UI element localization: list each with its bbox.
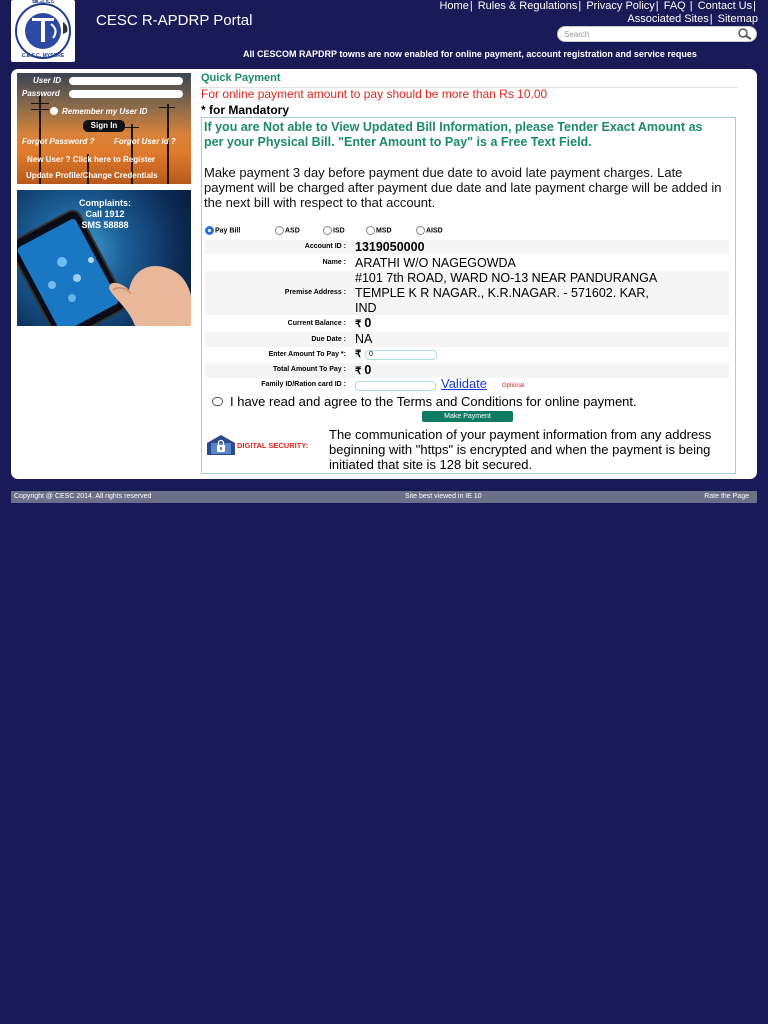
digital-security-row	[205, 424, 730, 470]
digital-security-label: DIGITAL SECURITY:	[237, 441, 309, 450]
update-profile-link[interactable]: Update Profile/Change Credentials	[26, 171, 158, 180]
user-id-label: User ID	[33, 76, 62, 85]
due-date-value: NA	[355, 332, 373, 346]
top-nav-row-1	[439, 0, 758, 12]
premise-address-label: Premise Address :	[284, 289, 346, 296]
announcement-marquee: All CESCOM RAPDRP towns are now enabled for online payment, account registration and service reques	[243, 49, 697, 59]
complaints-title: Complaints:	[78, 198, 131, 208]
nav-link-associated-sites[interactable]: Associated Sites	[627, 13, 709, 25]
user-id-input[interactable]	[69, 77, 183, 85]
top-navigation	[439, 0, 758, 25]
logo-text-bottom: C.E.S.C. MYSORE	[21, 53, 65, 59]
minimum-amount-note: For online payment amount to pay should be more than Rs 10.00	[201, 87, 548, 101]
bill-info-warning: If you are Not able to View Updated Bill Information, please Tender Exact Amount as per your Physical Bill. "Enter Amount to Pay" is a Free Text Field.	[204, 120, 703, 149]
enter-amount-label: Enter Amount To Pay *:	[268, 351, 346, 358]
radio-label: ASD	[285, 227, 300, 235]
search-input[interactable]	[564, 27, 724, 41]
radio-icon	[416, 226, 425, 235]
site-title: CESC R-APDRP Portal	[96, 12, 253, 29]
register-link[interactable]: New User ? Click here to Register	[27, 155, 156, 164]
nav-link-sitemap[interactable]: Sitemap	[717, 13, 758, 25]
terms-checkbox[interactable]	[212, 397, 223, 406]
optional-note: Optional	[502, 383, 525, 389]
family-id-input[interactable]	[355, 381, 436, 391]
radio-icon	[366, 226, 375, 235]
premise-address-value	[355, 271, 657, 316]
current-balance-label: Current Balance :	[287, 320, 346, 327]
radio-label: MSD	[376, 227, 392, 235]
payment-form	[201, 117, 736, 474]
password-input[interactable]	[69, 90, 183, 98]
mandatory-note: * for Mandatory	[201, 103, 290, 117]
terms-label: I have read and agree to the Terms and Conditions for online payment.	[230, 394, 637, 409]
current-balance-row	[205, 316, 729, 331]
nav-link-contact[interactable]: Contact Us	[697, 0, 753, 12]
nav-link-privacy[interactable]: Privacy Policy	[586, 0, 655, 12]
radio-icon	[323, 226, 332, 235]
copyright-text: Copyright @ CESC 2014. All rights reserved	[14, 493, 152, 500]
address-line-3: IND	[355, 301, 377, 315]
password-label: Password	[22, 89, 60, 98]
make-payment-button[interactable]: Make Payment	[422, 411, 513, 422]
nav-separator: |	[709, 13, 713, 25]
radio-aisd[interactable]	[416, 226, 443, 235]
terms-row	[212, 394, 727, 408]
name-row	[205, 255, 729, 270]
radio-asd[interactable]	[275, 226, 300, 235]
remember-user-id-checkbox[interactable]	[50, 107, 58, 115]
forgot-password-link[interactable]: Forgot Password ?	[22, 137, 95, 146]
family-id-label: Family ID/Ration card ID :	[261, 381, 346, 388]
nav-separator: |	[469, 0, 473, 12]
site-footer	[11, 491, 757, 503]
radio-pay-bill[interactable]	[205, 226, 240, 235]
radio-label: ISD	[333, 227, 345, 235]
due-date-row	[205, 332, 729, 347]
due-date-label: Due Date :	[311, 336, 346, 343]
radio-icon	[275, 226, 284, 235]
main-content-panel	[11, 69, 757, 479]
payment-type-options	[205, 226, 605, 238]
rate-page-link[interactable]: Rate the Page	[704, 493, 749, 500]
enter-amount-row	[205, 348, 729, 362]
browser-note: Site best viewed in IE 10	[405, 493, 482, 500]
nav-separator: |	[753, 0, 756, 12]
validate-link[interactable]: Validate	[441, 376, 488, 391]
nav-separator: |	[578, 0, 582, 12]
digital-security-text: The communication of your payment information from any address beginning with "https" is encrypted and when the payment is being initiated that site is 128 bit secured.	[329, 427, 712, 472]
account-id-row	[205, 240, 729, 254]
rupee-icon: ₹	[355, 349, 362, 360]
address-line-2: TEMPLE K R NAGAR., K.R.NAGAR. - 571602. KAR,	[355, 286, 649, 300]
nav-separator: |	[686, 0, 696, 12]
family-id-row	[205, 378, 729, 393]
total-amount: 0	[364, 363, 372, 377]
remember-user-id-label: Remember my User ID	[62, 107, 148, 116]
radio-msd[interactable]	[366, 226, 392, 235]
total-amount-value	[355, 363, 371, 377]
lock-icon	[206, 434, 236, 456]
rupee-icon: ₹	[355, 366, 362, 377]
radio-selected-icon	[205, 226, 214, 235]
address-line-1: #101 7th ROAD, WARD NO-13 NEAR PANDURANGA	[355, 271, 658, 285]
nav-link-home[interactable]: Home	[439, 0, 469, 12]
nav-link-rules[interactable]: Rules & Regulations	[477, 0, 578, 12]
current-balance-amount: 0	[364, 316, 372, 330]
site-header	[0, 0, 768, 64]
name-value: ARATHI W/O NAGEGOWDA	[355, 256, 516, 270]
complaints-sms: SMS 58888	[81, 220, 129, 230]
nav-link-faq[interactable]: FAQ	[663, 0, 686, 12]
complaints-info	[17, 198, 191, 231]
quick-payment-title: Quick Payment	[201, 72, 281, 84]
complaints-banner[interactable]	[17, 190, 191, 326]
top-nav-row-2	[439, 13, 758, 25]
enter-amount-input[interactable]	[365, 350, 437, 360]
radio-isd[interactable]	[323, 226, 345, 235]
rupee-icon: ₹	[355, 319, 362, 330]
premise-address-row	[205, 271, 729, 315]
complaints-call: Call 1912	[85, 209, 125, 219]
radio-label: Pay Bill	[215, 227, 241, 235]
cesc-logo[interactable]	[11, 0, 75, 62]
account-id-value: 1319050000	[355, 240, 425, 254]
total-amount-label: Total Amount To Pay :	[273, 366, 346, 373]
login-panel	[17, 73, 191, 184]
late-payment-note: Make payment 3 day before payment due date to avoid late payment charges. Late payment will be charged after payment due date and late payment charge will be added in the next bill with respect to that account.	[204, 165, 722, 210]
sign-in-button[interactable]: Sign In	[83, 120, 125, 132]
forgot-user-id-link[interactable]: Forgot User Id ?	[114, 137, 176, 146]
nav-separator: |	[655, 0, 659, 12]
search-box	[557, 26, 757, 42]
search-icon[interactable]	[735, 27, 753, 41]
name-label: Name :	[322, 259, 346, 266]
logo-text-top: ಚಾ.ವಿ.ಸ.ನಿ	[32, 0, 54, 5]
radio-label: AISD	[426, 227, 443, 235]
account-id-label: Account ID :	[304, 243, 346, 250]
current-balance-value	[355, 316, 371, 330]
